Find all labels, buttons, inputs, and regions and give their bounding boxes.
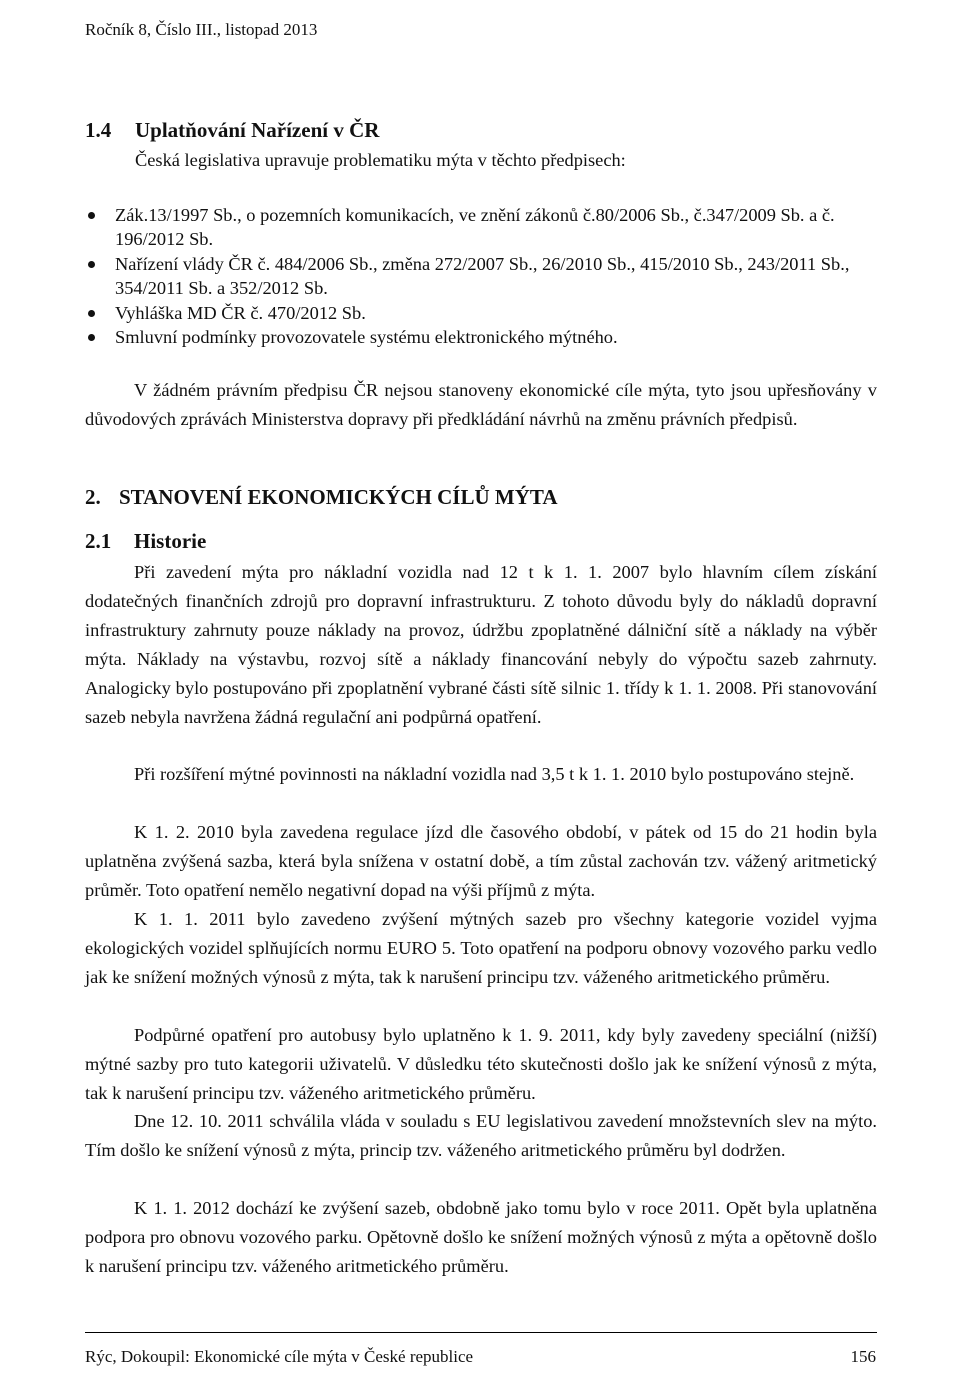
bullet-icon: [88, 310, 95, 317]
body-paragraph: Dne 12. 10. 2011 schválila vláda v souladu s EU legislativou zavedení množstevních slev na mýto. Tím došlo ke snížení výnosů z mýta, princip tzv. váženého aritmetického průměru byl dodržen.: [85, 1111, 877, 1160]
bullet-icon: [88, 261, 95, 268]
bullet-icon: [88, 212, 95, 219]
bullet-icon: [88, 334, 95, 341]
body-paragraph: Podpůrné opatření pro autobusy bylo uplatněno k 1. 9. 2011, kdy byly zavedeny speciální (nižší) mýtné sazby pro tuto kategorii uživatelů. V důsledku této skutečnosti došlo jak ke snížení výnosů z mýta, tak k narušení principu tzv. váženého aritmetického průměru.: [85, 1025, 877, 1103]
section-title: Historie: [134, 529, 207, 553]
list-item: Vyhláška MD ČR č. 470/2012 Sb.: [85, 301, 875, 325]
chapter-heading-2: [85, 485, 558, 510]
body-paragraph: Při rozšíření mýtné povinnosti na nákladní vozidla nad 3,5 t k 1. 1. 2010 bylo postupováno stejně.: [134, 764, 855, 784]
footer-divider: [85, 1332, 877, 1333]
list-item: Nařízení vlády ČR č. 484/2006 Sb., změna 272/2007 Sb., 26/2010 Sb., 415/2010 Sb., 243/2011 Sb., 354/2011 Sb. a 352/2012 Sb.: [85, 252, 875, 301]
list-item: Zák.13/1997 Sb., o pozemních komunikacích, ve znění zákonů č.80/2006 Sb., č.347/2009 Sb. a č. 196/2012 Sb.: [85, 203, 875, 252]
section-heading-2-1: [85, 529, 206, 554]
body-paragraph: K 1. 1. 2012 dochází ke zvýšení sazeb, obdobně jako tomu bylo v roce 2011. Opět byla uplatněna podpora pro obnovu vozového parku. Opětovně došlo ke snížení možných výnosů z mýta a opětovně došlo k narušení principu tzv. váženého aritmetického průměru.: [85, 1198, 877, 1276]
section-number: 2.1: [85, 529, 112, 553]
section-title: Uplatňování Nařízení v ČR: [135, 118, 380, 142]
footer-citation: Rýc, Dokoupil: Ekonomické cíle mýta v České republice: [85, 1347, 474, 1366]
legislation-list: [85, 203, 875, 349]
page-number: 156: [850, 1347, 876, 1366]
body-paragraph: K 1. 1. 2011 bylo zavedeno zvýšení mýtných sazeb pro všechny kategorie vozidel vyjma ekologických vozidel splňujících normu EURO 5. Toto opatření na podporu obnovy vozového parku vedlo jak ke snížení možných výnosů z mýta, tak k narušení principu tzv. váženého aritmetického průměru.: [85, 909, 877, 987]
body-paragraph: Při zavedení mýta pro nákladní vozidla nad 12 t k 1. 1. 2007 bylo hlavním cílem získání dodatečných finančních zdrojů pro dopravní infrastrukturu. Z tohoto důvodu byly do nákladů dopravní infrastruktury zahrnuty pouze náklady na provoz, údržbu zpoplatněné dálniční sítě a náklady na výběr mýta. Náklady na výstavbu, rozvoj sítě a náklady financování nebyly do výpočtu sazeb zahrnuty. Analogicky bylo postupováno při zpoplatnění vybrané části sítě silnic 1. třídy k 1. 1. 2008. Při stanovování sazeb nebyla navržena žádná regulační ani podpůrná opatření.: [85, 562, 877, 727]
body-paragraph: K 1. 2. 2010 byla zavedena regulace jízd dle časového období, v pátek od 15 do 21 hodin byla uplatněna zvýšená sazba, která byla snížena v ostatní době, a tím zůstal zachován tzv. vážený aritmetický průměr. Toto opatření nemělo negativní dopad na výši příjmů z mýta.: [85, 822, 877, 900]
body-paragraph: V žádném právním předpisu ČR nejsou stanoveny ekonomické cíle mýta, tyto jsou upřesňovány v důvodových zprávách Ministerstva dopravy při předkládání návrhů na změnu právních předpisů.: [85, 380, 877, 429]
chapter-title: STANOVENÍ EKONOMICKÝCH CÍLŮ MÝTA: [119, 485, 558, 509]
running-header: Ročník 8, Číslo III., listopad 2013: [85, 20, 318, 39]
section-number: 1.4: [85, 118, 112, 142]
chapter-number: 2.: [85, 485, 101, 509]
section-heading-1-4: [85, 118, 379, 143]
section-intro: Česká legislativa upravuje problematiku mýta v těchto předpisech:: [135, 150, 626, 170]
list-item: Smluvní podmínky provozovatele systému elektronického mýtného.: [85, 325, 875, 349]
